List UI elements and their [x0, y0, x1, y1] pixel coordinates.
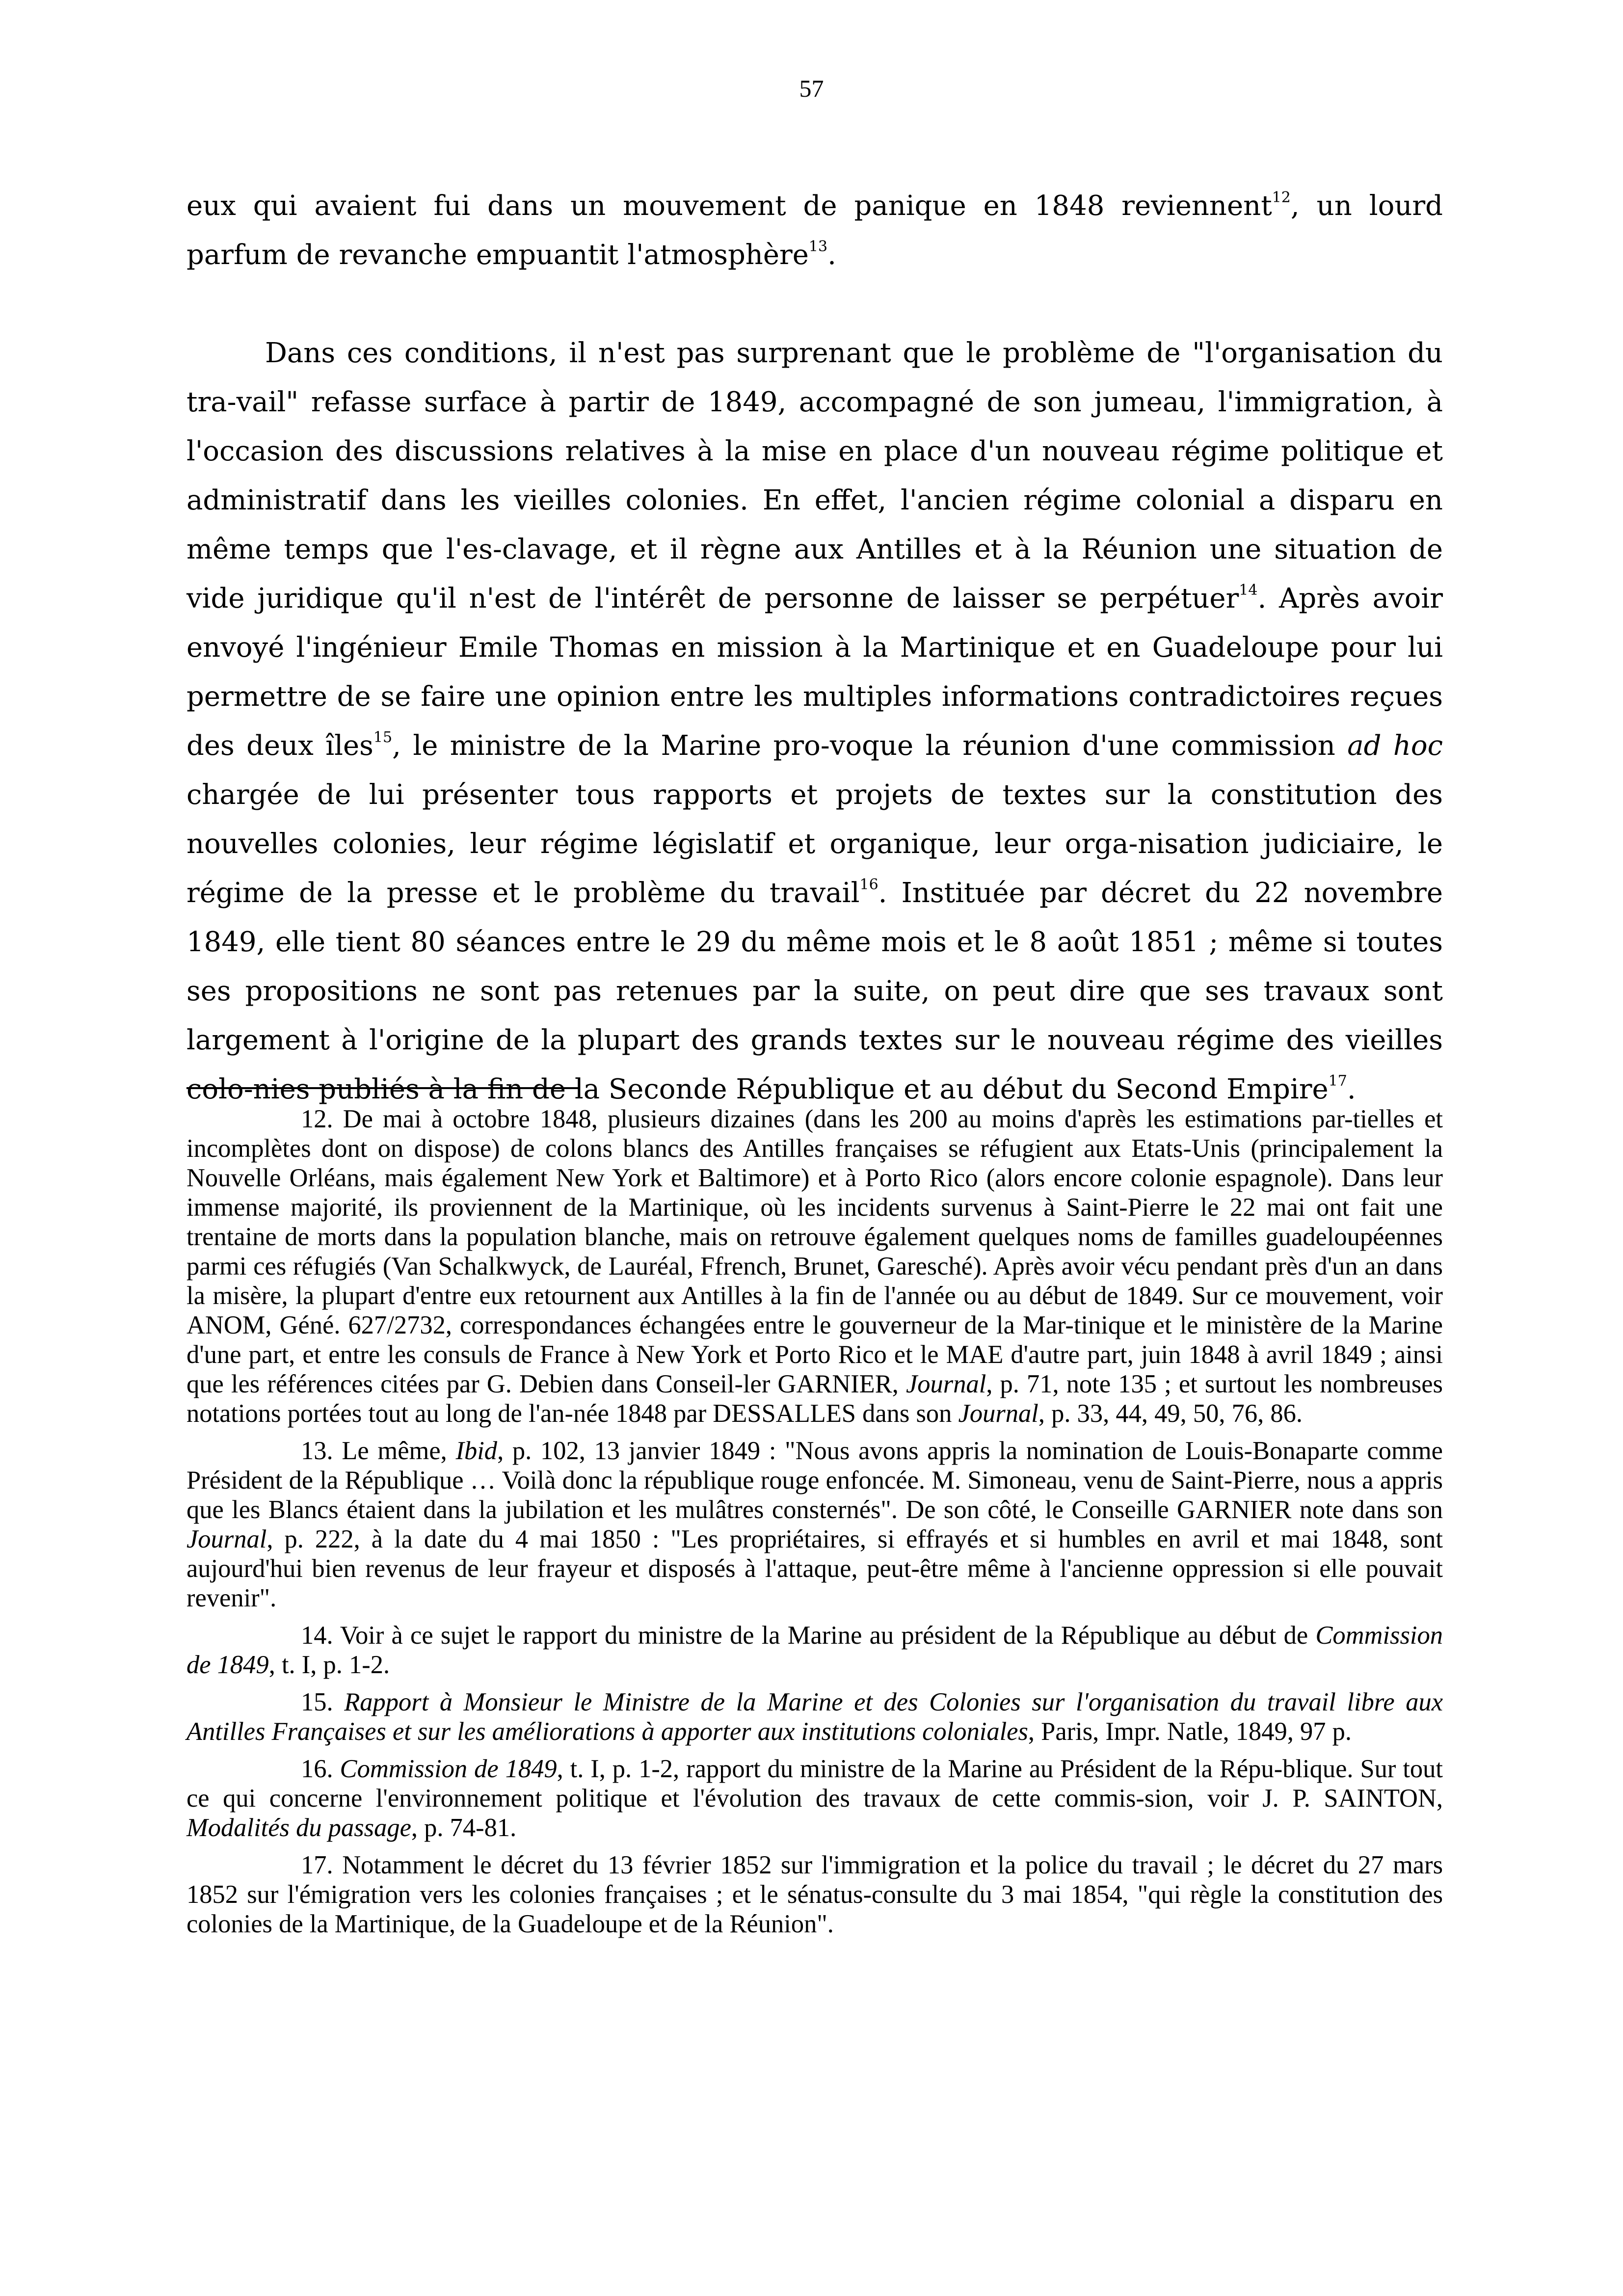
footnote-text: , p. 33, 44, 49, 50, 76, 86.	[1038, 1399, 1303, 1428]
footnote-text: , p. 74-81.	[411, 1814, 517, 1842]
footnote-text: , p. 222, à la date du 4 mai 1850 : "Les propriétaires, si effrayés et si humbles en avril et mai 1848, sont aujourd'hui bien revenus de leur frayeur et disposés à l'attaque, peut-être même à l'ancienne oppression si elle pouvait revenir".	[186, 1525, 1443, 1612]
footnote-italic: Ibid	[455, 1437, 498, 1465]
footnote-reference[interactable]: 12	[1272, 189, 1291, 206]
body-text-run: Dans ces conditions, il n'est pas surprenant que le problème de "l'organisation du tra-vail" refasse surface à partir de 1849, accompagné de son jumeau, l'immigration, à l'occasion des discussions relatives à la mise en place d'un nouveau régime politique et administratif dans les vieilles colonies. En effet, l'ancien régime colonial a disparu en même temps que l'es-clavage, et il règne aux Antilles et à la Réunion une situation de vide juridique qu'il n'est de l'intérêt de personne de laisser se perpétuer	[186, 337, 1443, 614]
body-text-run: . Après avoir envoyé l'ingénieur Emile Thomas en mission à la Martinique et en Guadeloupe pour lui permettre de se faire une opinion entre les multiples informations contradictoires reçues des deux îles	[186, 583, 1443, 762]
body-text-run: , le ministre de la Marine pro-voque la réunion d'une commission	[392, 730, 1348, 762]
footnote-italic: Journal	[186, 1525, 267, 1553]
footnote-14	[186, 1621, 1443, 1680]
footnote-17	[186, 1850, 1443, 1939]
body-text-run: , un lourd parfum de revanche empuantit l'atmosphère	[186, 190, 1443, 271]
body-paragraph-2	[186, 329, 1443, 1114]
footnote-text: 12. De mai à octobre 1848, plusieurs dizaines (dans les 200 au moins d'après les estimations par-tielles et incomplètes dont on dispose) de colons blancs des Antilles françaises se réfugient aux Etats-Unis (principalement la Nouvelle Orléans, mais également New York et Baltimore) et à Porto Rico (alors encore colonie espagnole). Dans leur immense majorité, ils proviennent de la Martinique, où les incidents survenus à Saint-Pierre le 22 mai ont fait une trentaine de morts dans la population blanche, mais on retrouve également quelques noms de familles guadeloupéennes parmi ces réfugiés (Van Schalkwyck, de Lauréal, Ffrench, Brunet, Garesché). Après avoir vécu pendant près d'un an dans la misère, la plupart d'entre eux retournent aux Antilles à la fin de l'année ou au début de 1849. Sur ce mouvement, voir ANOM, Géné. 627/2732, correspondances échangées entre le gouverneur de la Mar-tinique et le ministère de la Marine d'une part, et entre les consuls de France à New York et Porto Rico et le MAE d'autre part, juin 1848 à avril 1849 ; ainsi que les références citées par G. Debien dans Conseil-ler GARNIER,	[186, 1105, 1443, 1398]
footnote-16	[186, 1754, 1443, 1842]
footnote-13	[186, 1436, 1443, 1613]
footnote-reference[interactable]: 17	[1328, 1072, 1347, 1090]
footnote-separator	[186, 1087, 579, 1089]
footnote-italic: Journal	[906, 1370, 986, 1398]
footnote-text: , p. 71, note 135 ; et surtout les nombreuses notations portées tout au long de l'an-née 1848 par DESSALLES dans son	[186, 1370, 1443, 1428]
footnote-reference[interactable]: 15	[373, 729, 393, 746]
body-paragraph-1	[186, 182, 1443, 280]
footnote-reference[interactable]: 16	[859, 876, 878, 893]
footnote-text: , p. 102, 13 janvier 1849 : "Nous avons appris la nomination de Louis-Bonaparte comme Président de la République … Voilà donc la république rouge enfoncée. M. Simoneau, venu de Saint-Pierre, nous a appris que les Blancs étaient dans la jubilation et les mulâtres consternés". De son côté, le Conseille GARNIER note dans son	[186, 1437, 1443, 1524]
footnote-italic: Commission de 1849	[186, 1621, 1443, 1679]
footnote-12	[186, 1104, 1443, 1428]
footnote-italic: Commission de 1849	[340, 1755, 557, 1783]
body-text-run: . Instituée par décret du 22 novembre 1849, elle tient 80 séances entre le 29 du même mois et le 8 août 1851 ; même si toutes ses propositions ne sont pas retenues par la suite, on peut dire que ses travaux sont largement à l'origine de la plupart des grands textes sur le nouveau régime des vieilles colo-nies publiés à la fin de la Seconde République et au début du Second Empire	[186, 877, 1443, 1105]
footnote-italic: Rapport à Monsieur le Ministre de la Marine et des Colonies sur l'organisation du travail libre aux Antilles Françaises et sur les améliorations à apporter aux institutions coloniales	[186, 1688, 1443, 1746]
footnote-text: 15.	[301, 1688, 345, 1716]
body-text-run: chargée de lui présenter tous rapports et projets de textes sur la constitution des nouvelles colonies, leur régime législatif et organique, leur orga-nisation judiciaire, le régime de la presse et le problème du travail	[186, 779, 1443, 909]
footnote-text: 16.	[301, 1755, 340, 1783]
body-text-run: .	[1347, 1073, 1356, 1105]
footnote-text: , t. I, p. 1-2, rapport du ministre de la Marine au Président de la Répu-blique. Sur tout ce qui concerne l'environnement politique et l'évolution des travaux de cette commis-sion, voir J. P. SAINTON,	[186, 1755, 1443, 1813]
footnote-italic: Journal	[958, 1399, 1038, 1428]
footnote-reference[interactable]: 14	[1239, 582, 1258, 599]
footnote-text: , t. I, p. 1-2.	[268, 1651, 390, 1679]
footnote-text: , Paris, Impr. Natle, 1849, 97 p.	[1028, 1717, 1352, 1746]
footnote-15	[186, 1687, 1443, 1746]
page-number: 57	[799, 75, 824, 102]
footnote-text: 14. Voir à ce sujet le rapport du ministre de la Marine au président de la République au début de	[301, 1621, 1316, 1650]
footnote-reference[interactable]: 13	[808, 238, 828, 255]
footnote-text: 13. Le même,	[301, 1437, 456, 1465]
footnotes-section	[186, 1104, 1443, 1947]
body-text-run: eux qui avaient fui dans un mouvement de panique en 1848 reviennent	[186, 190, 1272, 222]
body-text-run: .	[827, 239, 836, 271]
footnote-text: 17. Notamment le décret du 13 février 1852 sur l'immigration et la police du travail ; le décret du 27 mars 1852 sur l'émigration vers les colonies françaises ; et le sénatus-consulte du 3 mai 1854, "qui règle la constitution des colonies de la Martinique, de la Guadeloupe et de la Réunion".	[186, 1851, 1443, 1938]
footnote-italic: Modalités du passage	[186, 1814, 411, 1842]
italic-term: ad hoc	[1347, 730, 1443, 762]
